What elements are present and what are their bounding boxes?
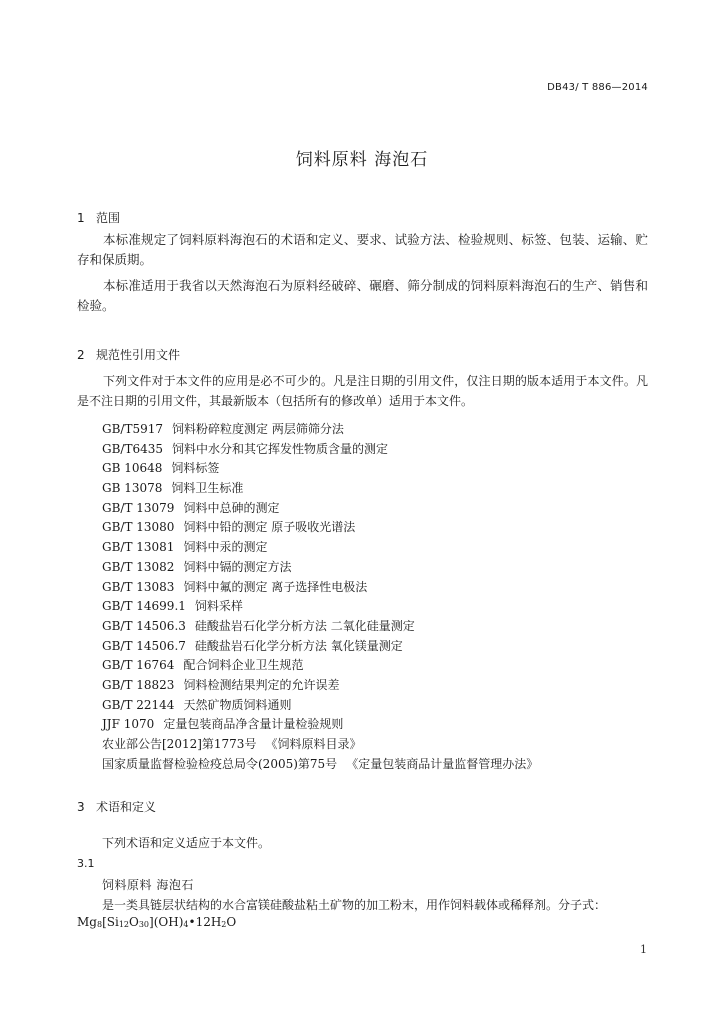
reference-item: GB/T6435 饲料中水分和其它挥发性物质含量的测定 (102, 441, 389, 456)
reference-item: GB/T 13081 饲料中汞的测定 (102, 540, 268, 555)
term-number: 3.1 (77, 857, 95, 870)
molecular-formula: $Mg_8[Si_{12}O_{30}](OH)_4•12H_2O$ (77, 915, 237, 929)
reference-item: JJF 1070 定量包装商品净含量计量检验规则 (102, 717, 344, 732)
reference-item: GB/T 14506.3 硅酸盐岩石化学分析方法 二氧化硅量测定 (102, 618, 415, 633)
reference-item: GB/T 14506.7 硅酸盐岩石化学分析方法 氧化镁量测定 (102, 638, 403, 653)
scope-paragraph-2: 本标准适用于我省以天然海泡石为原料经破碎、碾磨、筛分制成的饲料原料海泡石的生产、销售和检验。 (77, 278, 648, 313)
refs-intro: 下列文件对于本文件的应用是必不可少的。凡是注日期的引用文件，仅注日期的版本适用于本文件。凡是不注日期的引用文件，其最新版本（包括所有的修改单）适用于本文件。 (77, 374, 648, 408)
section-2-heading (77, 346, 180, 363)
standard-code: DB43/ T 886—2014 (547, 82, 648, 93)
section-number: 1 (77, 211, 85, 225)
reference-item: GB/T 13082 饲料中镉的测定方法 (102, 559, 292, 574)
reference-item: GB/T 18823 饲料检测结果判定的允许误差 (102, 677, 340, 692)
scope-paragraph-1: 本标准规定了饲料原料海泡石的术语和定义、要求、试验方法、检验规则、标签、包装、运输、贮存和保质期。 (77, 232, 648, 267)
reference-item: GB/T 13079 饲料中总砷的测定 (102, 500, 280, 515)
page-number: 1 (640, 943, 647, 956)
terms-intro: 下列术语和定义适应于本文件。 (102, 836, 271, 850)
section-3-heading (77, 798, 156, 815)
section-title: 范围 (96, 211, 121, 225)
section-number: 2 (77, 348, 85, 362)
reference-item: GB 10648 饲料标签 (102, 461, 220, 476)
reference-item: GB/T 14699.1 饲料采样 (102, 599, 243, 614)
reference-item: GB/T 13080 饲料中铅的测定 原子吸收光谱法 (102, 520, 356, 535)
reference-list (102, 420, 538, 774)
document-title: 饲料原料 海泡石 (295, 150, 429, 170)
reference-item: GB 13078 饲料卫生标准 (102, 481, 244, 496)
term-definition: 是一类具链层状结构的水合富镁硅酸盐粘土矿物的加工粉末，用作饲料载体或稀释剂。分子式： (102, 898, 607, 912)
reference-item: GB/T 16764 配合饲料企业卫生规范 (102, 658, 304, 673)
reference-item: GB/T 22144 天然矿物质饲料通则 (102, 697, 292, 712)
term-name: 饲料原料 海泡石 (102, 878, 194, 892)
reference-item: 国家质量监督检验检疫总局令(2005)第75号 《定量包装商品计量监督管理办法》 (102, 756, 539, 771)
section-1-heading (77, 209, 120, 226)
section-title: 规范性引用文件 (96, 348, 181, 362)
reference-item: 农业部公告[2012]第1773号 《饲料原料目录》 (102, 737, 362, 751)
section-number: 3 (77, 800, 85, 814)
reference-item: GB/T5917 饲料粉碎粒度测定 两层筛筛分法 (102, 422, 344, 436)
reference-item: GB/T 13083 饲料中氟的测定 离子选择性电极法 (102, 579, 368, 594)
section-title: 术语和定义 (96, 800, 157, 814)
